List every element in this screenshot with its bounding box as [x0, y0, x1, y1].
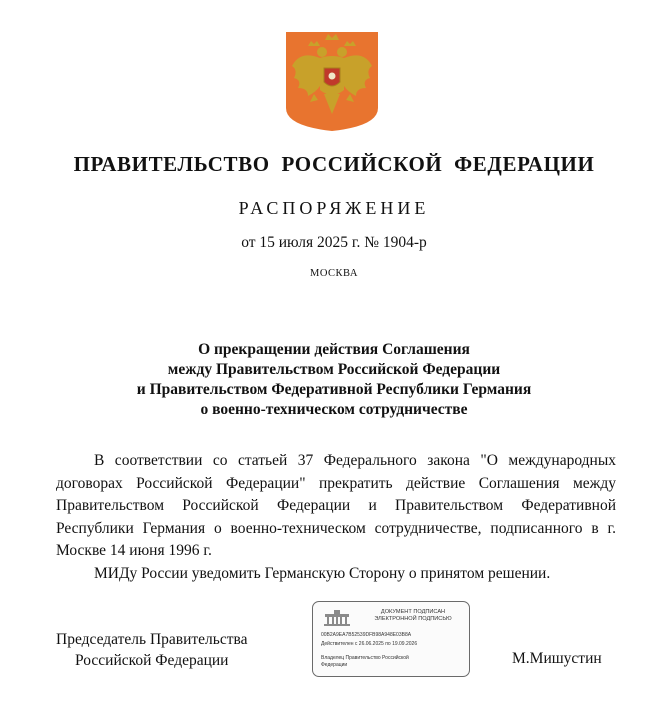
- signer-name: М.Мишустин: [512, 650, 602, 667]
- document-body: [56, 450, 616, 585]
- stamp-header-line: ЭЛЕКТРОННОЙ ПОДПИСЬЮ: [374, 616, 452, 622]
- stamp-owner: Владелец Правительство Российской: [321, 655, 409, 661]
- electronic-signature-stamp: [312, 601, 470, 677]
- signatory-position: [56, 629, 248, 671]
- subject-line: между Правительством Российской Федерации: [167, 361, 501, 378]
- stamp-validity: Действителен с 26.06.2025 по 19.09.2026: [321, 641, 418, 647]
- coat-of-arms-emblem: [284, 30, 380, 132]
- document-subject: [0, 340, 668, 420]
- stamp-header-line: ДОКУМЕНТ ПОДПИСАН: [380, 609, 446, 615]
- stamp-certificate-number: 00B2A9EA7B52539DFB98A948E03B8A: [321, 632, 412, 638]
- government-building-icon: [321, 609, 353, 627]
- subject-line: О прекращении действия Соглашения: [198, 341, 470, 358]
- stamp-header: [361, 609, 465, 623]
- body-paragraph: МИДу России уведомить Германскую Сторону о принятом решении.: [94, 564, 551, 582]
- document-city: МОСКВА: [310, 268, 358, 279]
- subject-line: и Правительством Федеративной Республики Германия: [136, 381, 532, 398]
- subject-line: о военно-техническом сотрудничестве: [200, 401, 468, 418]
- document-type: РАСПОРЯЖЕНИЕ: [238, 198, 430, 218]
- document-date-number: от 15 июля 2025 г. № 1904-р: [241, 234, 427, 251]
- stamp-owner: Федерации: [321, 662, 348, 668]
- body-paragraph: В соответствии со статьей 37 Федерального закона "О международных договорах Российской Федерации" прекратить действие Соглашения между Правительством Российской Федерации и Правительством Федеративной Республики Германия о военно-техническом сотрудничестве, подписанного в г. Москве 14 июня 1996 г.: [56, 452, 616, 559]
- government-title: ПРАВИТЕЛЬСТВО РОССИЙСКОЙ ФЕДЕРАЦИИ: [73, 152, 595, 176]
- signatory-position-line: Председатель Правительства: [56, 631, 248, 648]
- signatory-position-line: Российской Федерации: [75, 652, 229, 669]
